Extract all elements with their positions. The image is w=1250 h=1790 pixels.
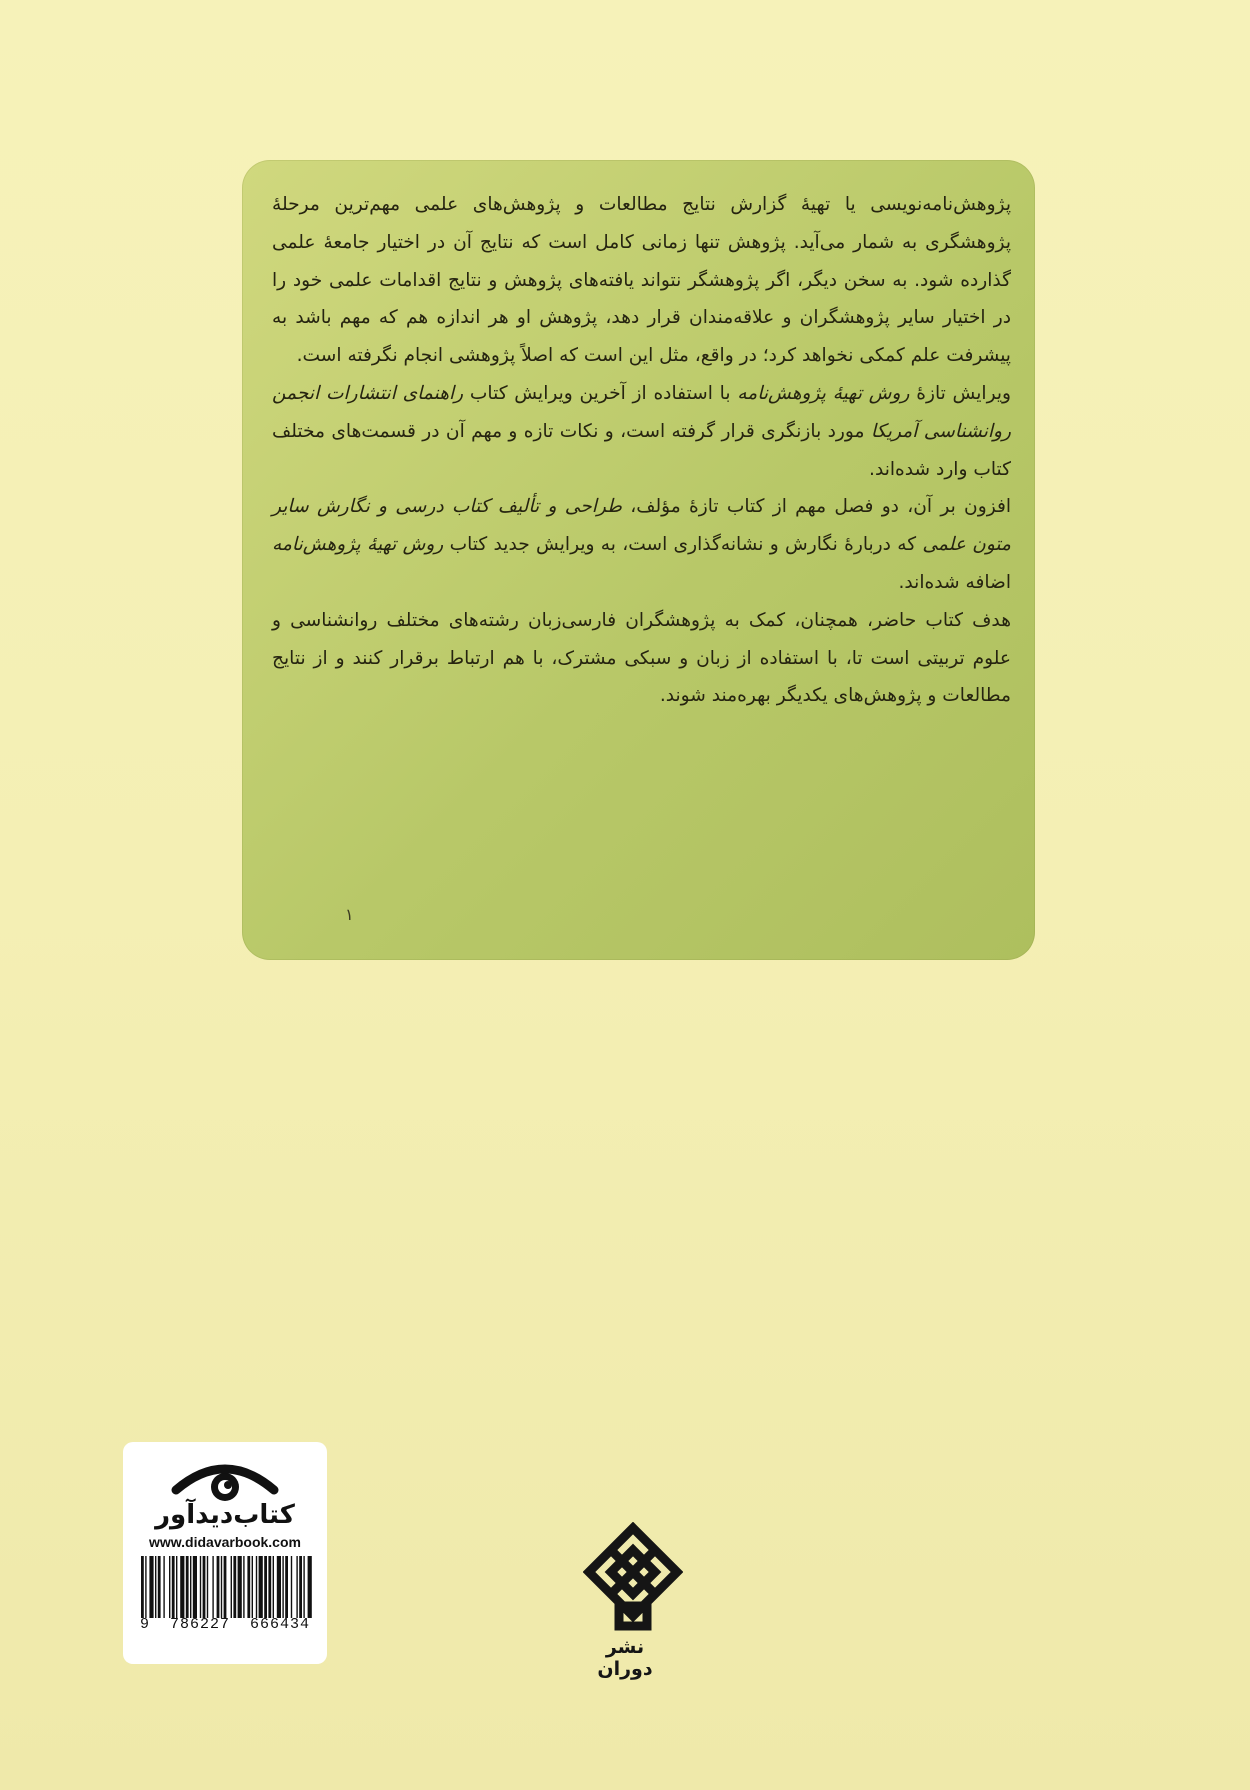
barcode-bar (141, 1556, 144, 1618)
barcode-bar (172, 1556, 175, 1618)
isbn-group-2: 666434 (250, 1616, 311, 1633)
barcode-bar (268, 1556, 271, 1618)
apa-manual-title-italic: راهنمای انتشارات انجمن روانشناسی آمریکا (272, 382, 1011, 442)
barcode-bar (217, 1556, 220, 1618)
barcode-bar (243, 1556, 244, 1618)
barcode-bar (256, 1556, 257, 1618)
book-title-italic-2: روش تهیهٔ پژوهش‌نامه (272, 534, 444, 556)
barcode-card (123, 1442, 327, 1664)
author-book-title-italic: طراحی و تألیف کتاب درسی و نگارش سایر متون علمی (272, 496, 1012, 556)
barcode-bar (273, 1556, 274, 1618)
isbn-barcode (137, 1556, 313, 1618)
isbn-first-digit: 9 (139, 1616, 150, 1633)
paragraph-3-text-b: که دربارهٔ نگارش و نشانه‌گذاری است، به ویرایش جدید کتاب (443, 534, 923, 556)
seller-url: www.didavarbook.com (149, 1534, 301, 1550)
paragraph-3-text-c: اضافه شده‌اند. (898, 571, 1011, 593)
description-panel (242, 160, 1035, 960)
barcode-bar (149, 1556, 153, 1618)
page-number: ١ (345, 905, 354, 924)
book-title-italic: روش تهیهٔ پژوهش‌نامه (737, 382, 910, 404)
publisher-knot-icon (583, 1522, 683, 1632)
barcode-bar (193, 1556, 197, 1618)
barcode-bar (207, 1556, 208, 1618)
barcode-bar (155, 1556, 156, 1618)
barcode-bar (200, 1556, 201, 1618)
paragraph-2-text-c: مورد بازنگری قرار گرفته است، و نکات تازه و مهم آن در قسمت‌های مختلف کتاب وارد شده‌اند. (272, 420, 1011, 480)
paragraph-3-text-a: افزون بر آن، دو فصل مهم از کتاب تازهٔ مؤلف، (621, 496, 1012, 518)
barcode-bar (247, 1556, 250, 1618)
barcode-bar (186, 1556, 189, 1618)
paragraph-2-text-a: ویرایش تازهٔ (909, 382, 1012, 404)
paragraph-2-text-b: با استفاده از آخرین ویرایش کتاب (463, 382, 738, 404)
isbn-digits (133, 1616, 317, 1633)
barcode-bar (285, 1556, 288, 1618)
seller-name: کتاب‌دیدآور (155, 1500, 295, 1530)
barcode-bar (259, 1556, 263, 1618)
barcode-bar (221, 1556, 222, 1618)
isbn-group-1: 786227 (169, 1616, 230, 1633)
barcode-bar (264, 1556, 267, 1618)
barcode-bar (190, 1556, 191, 1618)
barcode-bar (176, 1556, 177, 1618)
barcode-bar (277, 1556, 281, 1618)
barcode-bar (158, 1556, 161, 1618)
barcode-bar (308, 1556, 312, 1618)
barcode-bar (296, 1556, 297, 1618)
barcode-bar (180, 1556, 184, 1618)
barcode-bar (212, 1556, 213, 1618)
barcode-bar (233, 1556, 236, 1618)
barcode-bar (224, 1556, 227, 1618)
barcode-bar (145, 1556, 146, 1618)
description-paragraph-3 (272, 488, 1011, 601)
barcode-bar (238, 1556, 242, 1618)
publisher-name: نشر دوران (597, 1636, 653, 1680)
description-paragraph-4: هدف کتاب حاضر، همچنان، کمک به پژوهشگران فارسی‌زبان رشته‌های مختلف روانشناسی و علوم تربیتی است تا، با استفاده از زبان و سبکی مشترک، با هم ارتباط برقرار کنند و از نتایج مطالعات و پژوهش‌های یکدیگر بهره‌مند شوند. (272, 609, 1011, 707)
barcode-bar (299, 1556, 302, 1618)
barcode-bar (303, 1556, 304, 1618)
barcode-bar (231, 1556, 232, 1618)
barcode-bar (203, 1556, 206, 1618)
barcode-bar (169, 1556, 170, 1618)
description-paragraph-2 (272, 375, 1011, 488)
description-paragraph-1: پژوهش‌نامه‌نویسی یا تهیهٔ گزارش نتایج مطالعات و پژوهش‌های علمی مهم‌ترین مرحلهٔ پژوهشگری به شمار می‌آید. پژوهش تنها زمانی کامل است که نتایج آن در اختیار جامعهٔ علمی گذارده شود. به سخن دیگر، اگر پژوهشگر نتواند یافته‌های پژوهش و نتایج اقدامات علمی خود را در اختیار سایر پژوهشگران و علاقه‌مندان قرار دهد، پژوهش او هر اندازه هم که مهم باشد به پیشرفت علم کمکی نخواهد کرد؛ در واقع، مثل این است که اصلاً پژوهشی انجام نگرفته است. (272, 194, 1011, 367)
barcode-bar (163, 1556, 164, 1618)
barcode-bar (282, 1556, 283, 1618)
barcode-bar (291, 1556, 292, 1618)
eye-icon (170, 1454, 280, 1504)
barcode-bar (252, 1556, 253, 1618)
